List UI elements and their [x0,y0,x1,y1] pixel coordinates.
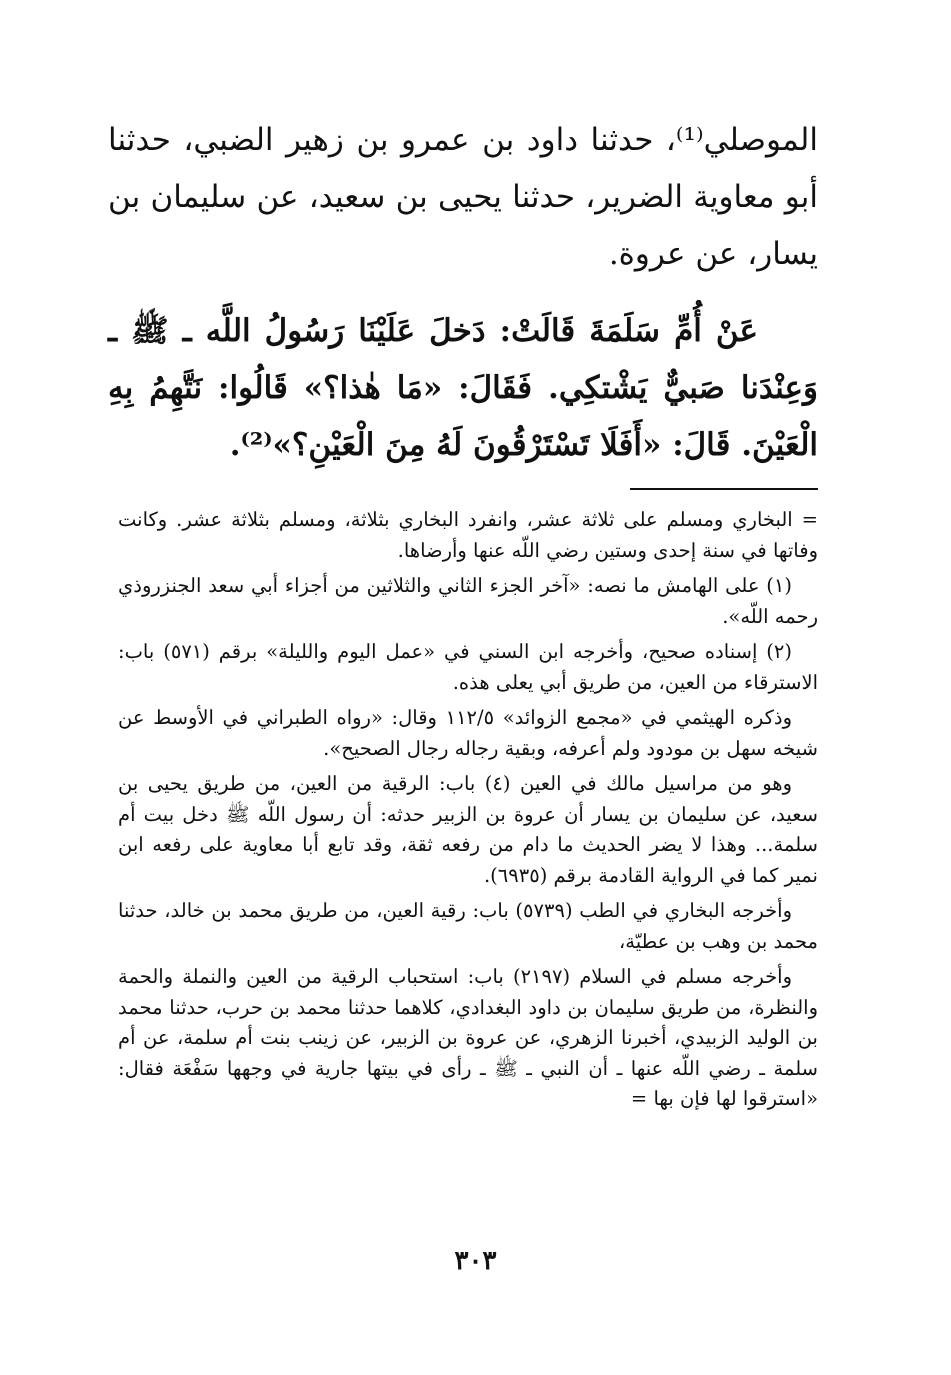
footnote-2-bukhari: وأخرجه البخاري في الطب (٥٧٣٩) باب: رقية العين، من طريق محمد بن خالد، حدثنا محمد بن وهب بن عطيّة، [118,899,818,953]
isnad-paragraph: الموصلي⁽¹⁾، حدثنا داود بن عمرو بن زهير الضبي، حدثنا أبو معاوية الضرير، حدثنا يحيى بن سعيد، عن سليمان بن يسار، عن عروة. [108,122,818,272]
footnote-separator [630,488,818,490]
footnote-2: (٢) إسناده صحيح، وأخرجه ابن السني في «عمل اليوم والليلة» برقم (٥٧١) باب: الاسترقاء من العين، من طريق أبي يعلى هذه. [118,640,818,694]
footnote-2-muslim: وأخرجه مسلم في السلام (٢١٩٧) باب: استحباب الرقية من العين والنملة والحمة والنظرة، من طريق سليمان بن داود البغدادي، كلاهما حدثنا محمد بن حرب، حدثنا محمد بن الوليد الزبيدي، أخبرنا الزهري، عن عروة بن الزبير، عن زينب بنت أم سلمة، عن أم سلمة ـ رضي اللّه عنها ـ أن النبي ـ ﷺ ـ رأى في بيتها جارية في وجهها سَفْعَة فقال: «استرقوا لها فإن بها = [118,965,818,1110]
page-number: ٣٠٣ [454,1246,497,1276]
footnote-2-haythami: وذكره الهيثمي في «مجمع الزوائد» ١١٢/٥ وقال: «رواه الطبراني في الأوسط عن شيخه سهل بن مودود ولم أعرفه، وبقية رجاله رجال الصحيح». [118,706,818,760]
footnote-continuation: = البخاري ومسلم على ثلاثة عشر، وانفرد البخاري بثلاثة، ومسلم بثلاثة عشر. وكانت وفاتها في سنة إحدى وستين رضي اللّه عنها وأرضاها. [118,508,818,562]
footnotes [118,505,818,1120]
main-text [108,112,818,474]
footnote-1: (١) على الهامش ما نصه: «آخر الجزء الثاني والثلاثين من أجزاء أبي سعد الجنزروذي رحمه اللّه». [118,574,818,628]
hadith-paragraph: عَنْ أُمِّ سَلَمَةَ قَالَتْ: دَخلَ عَلَيْنَا رَسُولُ اللَّه ـ ﷺ ـ وَعِنْدَنا صَبيٌّ يَشْتكِي. فَقَالَ: «مَا هٰذا؟» قَالُوا: نَتَّهِمُ بِهِ الْعَيْنَ. قَالَ: «أَفَلَا تَسْتَرْقُونَ لَهُ مِنَ الْعَيْنِ؟»⁽²⁾. [108,313,818,463]
footnote-2-malik: وهو من مراسيل مالك في العين (٤) باب: الرقية من العين، من طريق يحيى بن سعيد، عن سليمان بن يسار أن عروة بن الزبير حدثه: أن رسول اللّه ﷺ دخل بيت أم سلمة... وهذا لا يضر الحديث ما دام من رفعه ثقة، وقد تابع أبا معاوية على رفعه ابن نمير كما في الرواية القادمة برقم (٦٩٣٥). [118,772,818,887]
